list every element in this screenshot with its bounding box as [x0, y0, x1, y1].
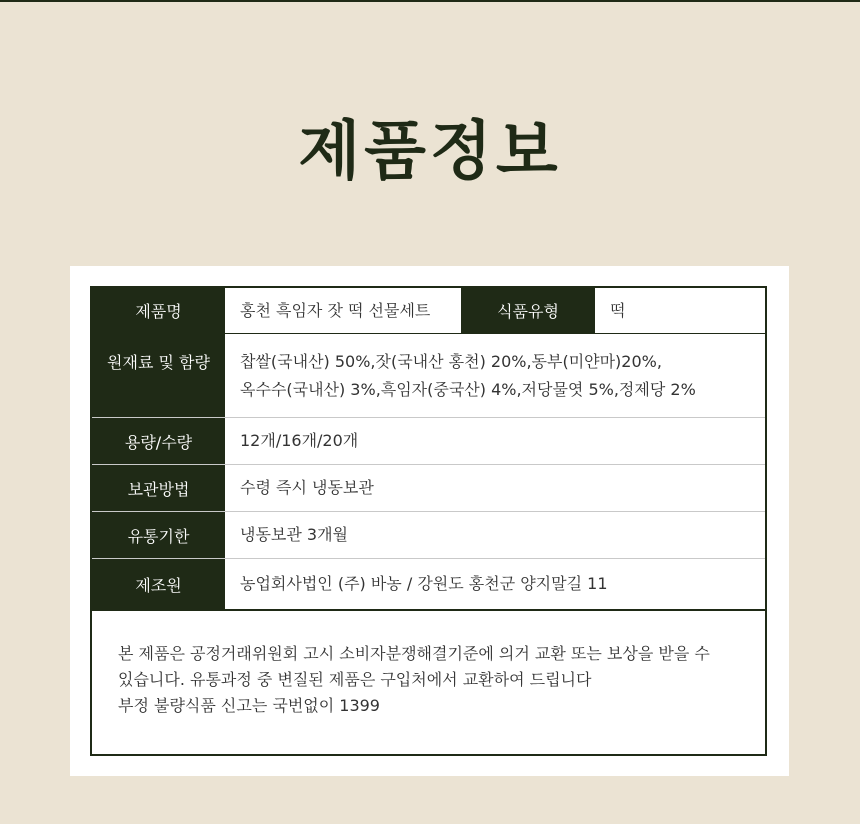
- notice-text: [92, 611, 765, 719]
- product-name-value: 홍천 흑임자 잣 떡 선물세트: [240, 300, 431, 320]
- capacity-label: 용량/수량: [92, 418, 225, 464]
- ingredients-line-2: 옥수수(국내산) 3%,흑임자(중국산) 4%,저당물엿 5%,정제당 2%: [240, 379, 696, 399]
- storage-value: 수령 즉시 냉동보관: [240, 478, 374, 497]
- manufacturer-value: 농업회사법인 (주) 바농 / 강원도 홍천군 양지말길 11: [240, 574, 608, 593]
- row-capacity: [92, 418, 765, 465]
- capacity-value: 12개/16개/20개: [240, 431, 359, 450]
- notice-line-3: 부정 불량식품 신고는 국번없이 1399: [118, 696, 380, 715]
- row-manufacturer: [92, 559, 765, 611]
- row-shelf-life: [92, 512, 765, 559]
- ingredients-label: 원재료 및 함량: [92, 334, 225, 417]
- shelf-life-value: 냉동보관 3개월: [240, 525, 349, 544]
- product-info-table: [90, 286, 767, 756]
- shelf-life-label: 유통기한: [92, 512, 225, 558]
- product-info-card: [70, 266, 789, 776]
- top-border-line: [0, 0, 860, 2]
- row-product-name: [92, 288, 765, 334]
- product-name-label: 제품명: [92, 288, 225, 333]
- storage-label: 보관방법: [92, 465, 225, 511]
- ingredients-line-1: 찹쌀(국내산) 50%,잣(국내산 홍천) 20%,동부(미얀마)20%,: [240, 351, 662, 371]
- food-type-label: 식품유형: [461, 288, 595, 333]
- row-ingredients: [92, 334, 765, 418]
- manufacturer-label: 제조원: [92, 559, 225, 609]
- ingredients-value: [225, 334, 765, 417]
- food-type-value: 떡: [610, 300, 626, 320]
- row-storage: [92, 465, 765, 512]
- notice-line-1: 본 제품은 공정거래위원회 고시 소비자분쟁해결기준에 의거 교환 또는 보상을 받을 수: [118, 644, 710, 663]
- notice-line-2: 있습니다. 유통과정 중 변질된 제품은 구입처에서 교환하여 드립니다: [118, 670, 592, 689]
- page-title: 제품정보: [298, 115, 562, 189]
